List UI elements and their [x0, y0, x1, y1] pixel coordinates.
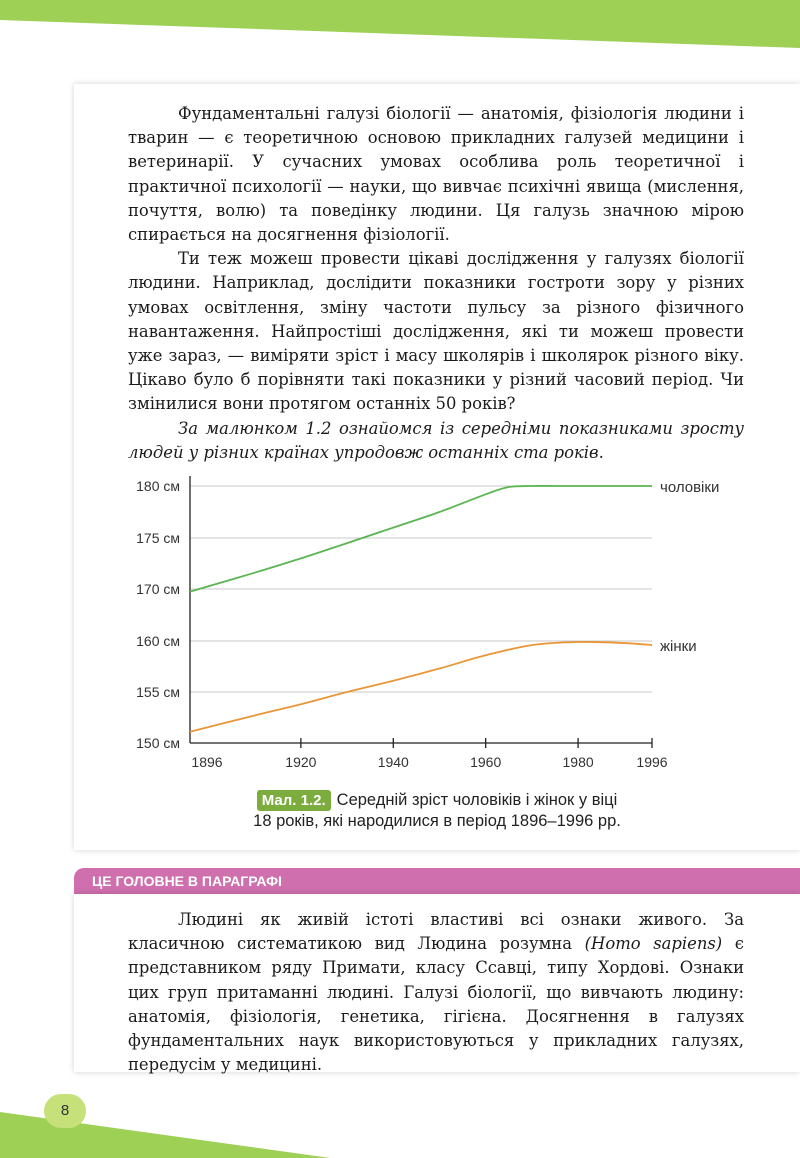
series-label-women: жінки — [660, 638, 697, 656]
section-title-bar: ЦЕ ГОЛОВНЕ В ПАРАГРАФІ — [74, 868, 800, 894]
y-tick-label: 155 см — [136, 684, 180, 700]
x-tick-label: 1920 — [285, 754, 317, 770]
y-tick-label: 150 см — [136, 735, 180, 751]
y-tick-label: 180 см — [136, 478, 180, 494]
series-line-men — [190, 486, 652, 592]
figure-label: Мал. 1.2. — [257, 790, 331, 811]
height-chart-svg — [74, 476, 800, 786]
x-tick-label: 1960 — [470, 754, 502, 770]
summary-card — [74, 894, 800, 1075]
series-label-men: чоловіки — [660, 479, 720, 496]
top-green-band — [0, 0, 800, 48]
paragraph-2: Ти теж можеш провести цікаві дослідження у галузях біології людини. Наприклад, дослідити показники гостроти зору у різних умовах освітлення, зміну частоти пульсу за різного фізичного навантаження. Найпростіші дослідження, які ти можеш провести уже зараз, — виміряти зріст і масу школярів і школярок різного віку. Цікаво було б порівняти такі показники у різний часовий період. Чи змінилися вони протягом останніх 50 років? — [128, 249, 744, 414]
figure-caption-line-1: Середній зріст чоловіків і жінок у віці — [336, 791, 618, 809]
x-tick-label: 1896 — [191, 754, 223, 770]
x-tick-label: 1980 — [562, 754, 594, 770]
y-tick-label: 175 см — [136, 530, 180, 546]
x-tick-label: 1940 — [377, 754, 409, 770]
x-tick-label: 1996 — [636, 754, 668, 770]
summary-text-b: є представником ряду Примати, класу Ссавці, типу Хордові. Ознаки цих груп притаманні людині. Галузі біології, що вивчають людину: анатомія, фізіологія, генетика, гігієна. Досягнення в галузях фундаментальних наук використовуються у прикладних галузях, передусім у медицині. — [128, 934, 744, 1075]
y-tick-label: 170 см — [136, 581, 180, 597]
summary-text-a: Людині як живій істоті властиві всі ознаки живого. За класичною систематикою вид Людина розумна — [128, 910, 744, 954]
y-tick-label: 160 см — [136, 633, 180, 649]
summary-latin-name: (Homo sapiens) — [584, 934, 723, 954]
paragraph-3-figure-intro: За малюнком 1.2 ознайомся із середніми показниками зросту людей у різних країнах упродовж останніх ста років. — [128, 418, 744, 462]
summary-paragraph — [128, 908, 744, 1077]
paragraph-1: Фундаментальні галузі біології — анатомія, фізіологія людини і тварин — є теоретичною основою прикладних галузей медицини і ветеринарії. У сучасних умовах особлива роль теоретичної і практичної психології — науки, що вивчає психічні явища (мислення, почуття, волю) та поведінку людини. Ця галузь значною мірою спирається на досягнення фізіології. — [128, 104, 744, 245]
figure-caption — [74, 790, 800, 832]
main-text-card — [74, 84, 800, 850]
page-number: 8 — [44, 1094, 86, 1128]
series-line-women — [190, 642, 652, 732]
figure-caption-line-2: 18 років, які народилися в період 1896–1996 рр. — [253, 812, 621, 830]
height-chart — [74, 476, 800, 848]
